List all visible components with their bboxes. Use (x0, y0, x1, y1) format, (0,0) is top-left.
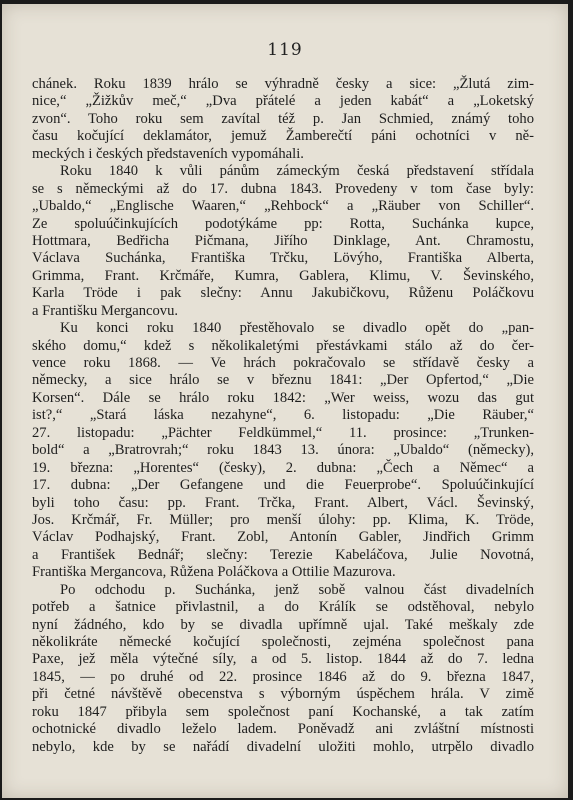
text-line: a Františku Mergancovu. (32, 302, 179, 319)
text-line: 1845, — po druhé od 22. prosince 1846 až do 9. března 1847, (32, 668, 534, 685)
text-line: „Ubaldo,“ „Englische Waaren,“ „Rehbock“ a „Räuber von Schiller“. (32, 198, 534, 215)
book-page (2, 4, 568, 798)
text-line: Paxe, jež měla výtečné síly, a od 5. listop. 1844 až do 7. ledna (32, 651, 534, 668)
text-line: času kočující deklamátor, jemuž Žamberečtí páni ochotníci v ně- (32, 128, 534, 145)
text-line: ochotnické divadlo leželo ladem. Poněvadž ani zvláštní místnosti (32, 721, 534, 738)
text-line: 27. listopadu: „Pächter Feldkümmel,“ 11. prosince: „Trunken- (32, 424, 534, 441)
text-line: Roku 1840 k vůli pánům zámeckým česká představení střídala (60, 163, 534, 180)
text-line: ist?,“ „Stará láska nezahyne“, 6. listopadu: „Die Räuber,“ (32, 407, 534, 424)
text-line: Ku konci roku 1840 přestěhovalo se divadlo opět do „pan- (60, 320, 534, 337)
text-line: ského domu,“ kdež s několikaletými přestávkami stálo až do čer- (32, 337, 534, 354)
text-line: chánek. Roku 1839 hrálo se výhradně česky a sice: „Žlutá zim- (32, 76, 534, 92)
text-line: Grimma, Frant. Krčmáře, Kumra, Gablera, Klimu, V. Ševinského, (32, 267, 534, 284)
text-line: se s německými až do 17. dubna 1843. Provedeny v tom čase byly: (32, 180, 534, 197)
text-line: německy, a sice hrálo se v březnu 1841: „Der Opfertod,“ „Die (32, 372, 534, 389)
page-text (32, 76, 534, 756)
text-line: nyní žádného, kdo by se divadla upřímně ujal. Také meškaly zde (32, 616, 534, 633)
text-line: nice,“ „Žižkův meč,“ „Dva přátelé a jeden kabát“ a „Loketský (32, 93, 534, 110)
text-line: Jos. Krčmář, Fr. Müller; pro menší úlohy: pp. Klima, K. Tröde, (32, 511, 534, 528)
text-line: 17. dubna: „Der Gefangene und die Feuerprobe“. Spoluúčinkující (32, 477, 534, 494)
text-line: zvon“. Toho roku sem zavítal též p. Jan Schmied, známý toho (32, 110, 534, 127)
text-line: vence roku 1868. — Ve hrách pokračovalo se střídavě česky a (32, 355, 534, 371)
text-line: potřeb a šatnice přivlastnil, a do Králík se odstěhoval, nebylo (32, 599, 534, 616)
text-line: roku 1847 přibyla sem společnost paní Kochanské, a tak zatím (32, 703, 534, 720)
text-line: nebylo, kde by se nařádí divadelní uložiti mohlo, utrpělo divadlo (32, 738, 534, 755)
text-line: 19. března: „Horentes“ (česky), 2. dubna: „Čech a Němec“ a (32, 459, 534, 476)
text-line: bold“ a „Bratrovrah;“ roku 1843 13. února: „Ubaldo“ (německy), (32, 442, 534, 459)
text-line: Ze spoluúčinkujících podotýkáme pp: Rotta, Suchánka kupce, (32, 215, 534, 232)
text-line: Václav Podhajský, Frant. Zobl, Antonín Gabler, Jindřich Grimm (32, 529, 534, 546)
text-line: a František Bednář; slečny: Terezie Kabeláčova, Julie Novotná, (32, 546, 534, 563)
text-line: Václava Suchánka, Františka Trčku, Lövýho, Františka Alberta, (32, 250, 534, 267)
text-line: byli toho času: pp. Frant. Trčka, Frant. Albert, Václ. Ševinský, (32, 494, 534, 511)
text-line: meckých i českých představeních vypomáhali. (32, 145, 304, 162)
page-number: 119 (267, 40, 303, 60)
text-line: několikráte německé kočující společnosti, zejména společnost pana (32, 634, 534, 650)
text-line: Františka Mergancova, Růžena Poláčkova a Ottilie Mazurova. (32, 564, 396, 581)
text-line: Hottmara, Bedřicha Pičmana, Jiřího Dinklage, Ant. Chramostu, (32, 232, 534, 249)
text-line: při četné návštěvě obecenstva s výborným úspěchem hrála. V zimě (32, 686, 534, 703)
text-line: Karla Tröde i pak slečny: Annu Jakubičkovu, Růženu Poláčkovu (32, 285, 534, 302)
text-line: Po odchodu p. Suchánka, jenž sobě valnou část divadelních (60, 581, 534, 598)
text-line: Korsen“. Dále se hrálo roku 1842: „Wer weiss, wozu das gut (32, 389, 534, 406)
